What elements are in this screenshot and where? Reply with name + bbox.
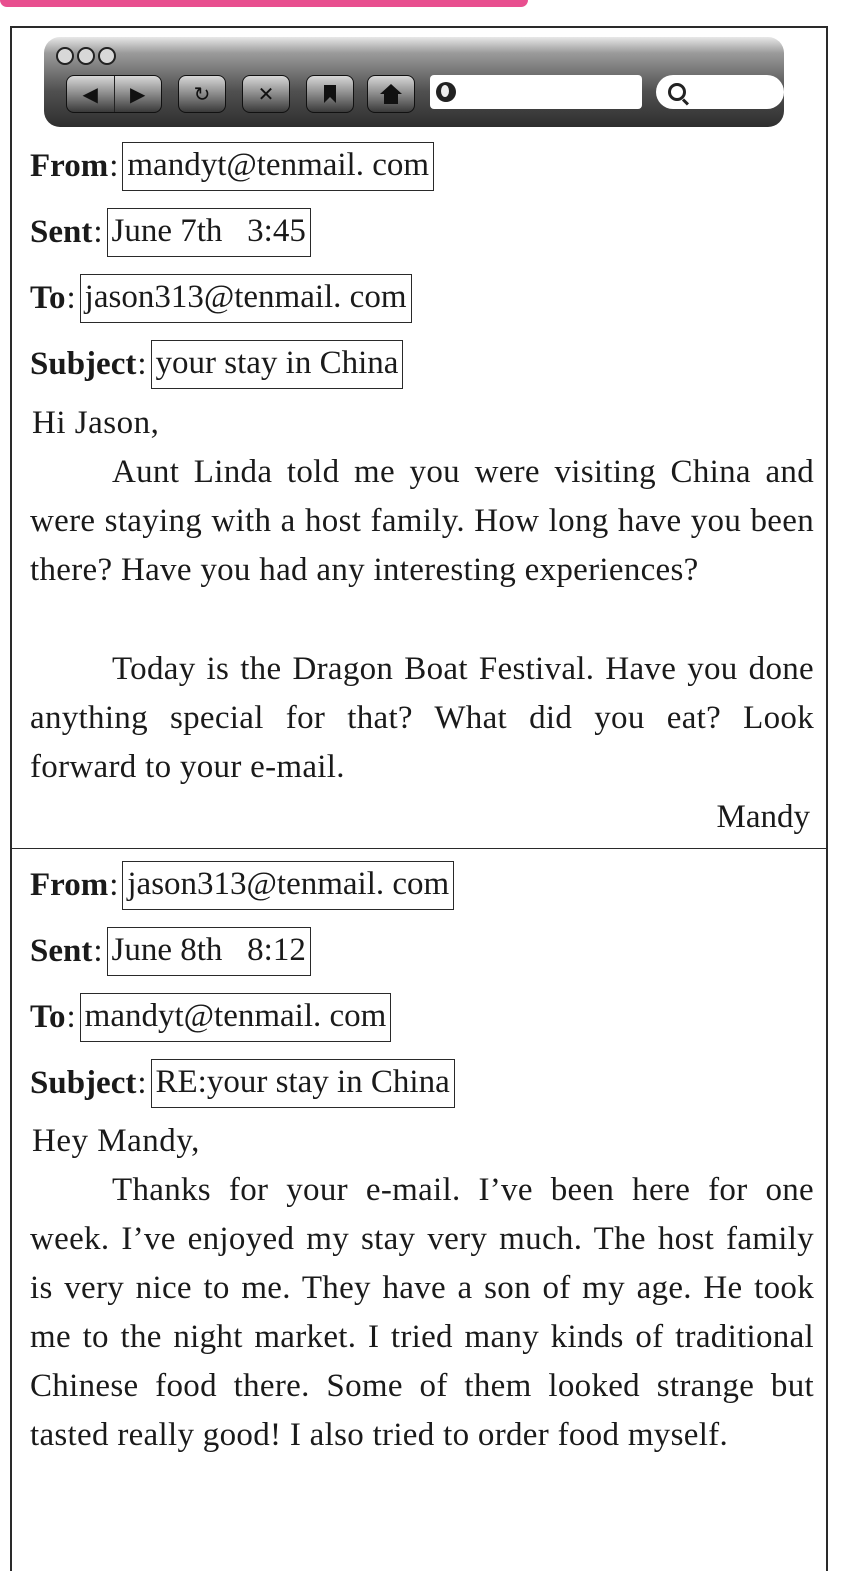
sent-field: June 8th 8:12	[107, 927, 311, 976]
sent-label: Sent	[30, 933, 93, 969]
paragraph-text: Aunt Linda told me you were visiting China and were staying with a host family. How long have you been there? Have you had any interesting experiences?	[30, 454, 814, 588]
subject-field: your stay in China	[151, 340, 404, 389]
from-label: From	[30, 867, 109, 903]
bookmark-icon[interactable]	[306, 75, 354, 113]
subject-label: Subject	[30, 1065, 137, 1101]
email-1-paragraph-2	[30, 645, 814, 792]
email-1-from-row: From : mandyt@tenmail. com	[30, 142, 434, 191]
reload-icon[interactable]: ↻	[178, 75, 226, 113]
globe-icon	[436, 82, 456, 102]
address-bar[interactable]	[430, 75, 642, 109]
browser-window	[10, 26, 828, 1571]
forward-arrow-icon[interactable]: ▶	[114, 76, 162, 112]
subject-label: Subject	[30, 346, 137, 382]
to-field: mandyt@tenmail. com	[80, 993, 392, 1042]
email-2-paragraph-1	[30, 1166, 814, 1460]
close-icon[interactable]: ✕	[242, 75, 290, 113]
paragraph-text: Today is the Dragon Boat Festival. Have you done anything special for that? What did you eat? Look forward to your e-mail.	[30, 651, 814, 785]
close-window-dot-icon[interactable]	[56, 47, 74, 65]
window-controls	[56, 47, 116, 65]
email-divider	[12, 848, 826, 849]
pink-header-bar	[0, 0, 528, 7]
email-1-paragraph-1	[30, 448, 814, 595]
maximize-window-dot-icon[interactable]	[98, 47, 116, 65]
back-forward-buttons	[66, 75, 162, 113]
to-label: To	[30, 280, 66, 316]
email-2-sent-row: Sent : June 8th 8:12	[30, 927, 311, 976]
search-field[interactable]	[656, 75, 784, 109]
email-1-greeting: Hi Jason,	[32, 405, 160, 441]
paragraph-text: Thanks for your e-mail. I’ve been here for one week. I’ve enjoyed my stay very much. The host family is very nice to me. They have a son of my age. He took me to the night market. I tried many kinds of traditional Chinese food there. Some of them looked strange but tasted really good! I also tried to order food myself.	[30, 1172, 814, 1453]
sent-label: Sent	[30, 214, 93, 250]
home-icon[interactable]	[367, 75, 415, 113]
email-1-subject-row: Subject : your stay in China	[30, 340, 403, 389]
to-field: jason313@tenmail. com	[80, 274, 412, 323]
search-icon	[668, 83, 686, 101]
subject-field: RE:your stay in China	[151, 1059, 455, 1108]
from-field: mandyt@tenmail. com	[122, 142, 434, 191]
minimize-window-dot-icon[interactable]	[77, 47, 95, 65]
email-1-signature: Mandy	[716, 799, 810, 835]
browser-toolbar	[44, 37, 784, 127]
email-2-from-row: From : jason313@tenmail. com	[30, 861, 454, 910]
email-1-to-row: To : jason313@tenmail. com	[30, 274, 412, 323]
email-1-sent-row: Sent : June 7th 3:45	[30, 208, 311, 257]
from-label: From	[30, 148, 109, 184]
sent-field: June 7th 3:45	[107, 208, 311, 257]
email-2-greeting: Hey Mandy,	[32, 1123, 200, 1159]
back-arrow-icon[interactable]: ◀	[82, 82, 98, 106]
email-2-to-row: To : mandyt@tenmail. com	[30, 993, 391, 1042]
email-2-subject-row: Subject : RE:your stay in China	[30, 1059, 455, 1108]
to-label: To	[30, 999, 66, 1035]
from-field: jason313@tenmail. com	[122, 861, 454, 910]
